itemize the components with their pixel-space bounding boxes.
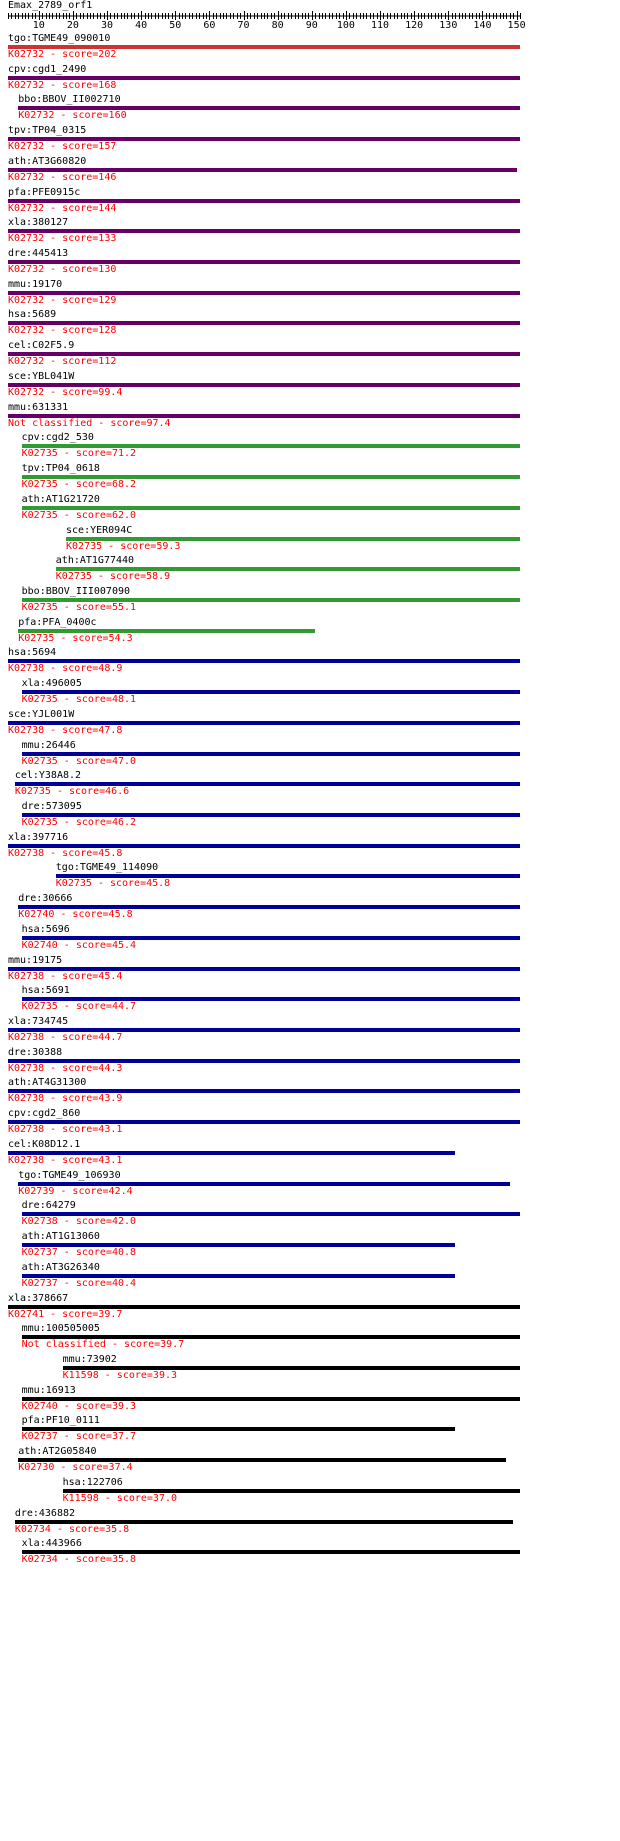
hit-score-label[interactable]: K02734 - score=35.8 xyxy=(21,1554,137,1566)
hit-name[interactable]: ath:AT2G05840 xyxy=(18,1446,97,1458)
hit-name[interactable]: ath:AT1G77440 xyxy=(55,555,135,567)
hit-score-label[interactable]: K02735 - score=44.7 xyxy=(21,1001,137,1013)
hit-score-label[interactable]: K02737 - score=37.7 xyxy=(21,1431,137,1443)
hit-score-label[interactable]: K02738 - score=44.7 xyxy=(8,1032,123,1044)
ruler-tick-label: 110 xyxy=(371,20,390,30)
hit-score-label[interactable]: K02732 - score=146 xyxy=(8,171,117,183)
hit-name[interactable]: dre:436882 xyxy=(14,1507,76,1519)
hit-score-label[interactable]: K02735 - score=62.0 xyxy=(21,509,137,521)
hit-score-label[interactable]: K02738 - score=47.8 xyxy=(8,724,123,736)
hit-score-label[interactable]: K02730 - score=37.4 xyxy=(18,1462,133,1474)
hit-score-label[interactable]: K02735 - score=45.8 xyxy=(55,878,171,890)
hit-name[interactable]: xla:378667 xyxy=(8,1292,69,1304)
hit-name[interactable]: xla:397716 xyxy=(8,831,69,843)
hit-name[interactable]: hsa:122706 xyxy=(62,1476,123,1488)
hit-score-label[interactable]: K02732 - score=144 xyxy=(8,202,117,214)
hit-name[interactable]: mmu:19170 xyxy=(8,278,63,290)
hit-name[interactable]: cel:C02F5.9 xyxy=(8,340,75,352)
hit-score-label[interactable]: K02740 - score=45.8 xyxy=(18,909,133,921)
hit-name[interactable]: cpv:cgd2_860 xyxy=(8,1108,81,1120)
hit-score-label[interactable]: K02732 - score=129 xyxy=(8,294,117,306)
hit-name[interactable]: bbo:BBOV_III007090 xyxy=(21,585,131,597)
ruler-tick-label: 20 xyxy=(66,20,79,30)
hit-score-label[interactable]: K02739 - score=42.4 xyxy=(18,1185,133,1197)
hit-name[interactable]: mmu:100505005 xyxy=(21,1323,100,1335)
ruler-tick-label: 100 xyxy=(336,20,355,30)
hit-name[interactable]: ath:AT3G60820 xyxy=(8,155,87,167)
hit-name[interactable]: bbo:BBOV_II002710 xyxy=(18,94,121,106)
hit-name[interactable]: pfa:PF10_0111 xyxy=(21,1415,100,1427)
hit-score-label[interactable]: Not classified - score=97.4 xyxy=(8,417,171,429)
ruler-tick-label: 40 xyxy=(135,20,148,30)
hit-name[interactable]: sce:YBL041W xyxy=(8,370,75,382)
hit-score-label[interactable]: K02737 - score=40.8 xyxy=(21,1247,137,1259)
hit-score-label[interactable]: K02738 - score=43.1 xyxy=(8,1124,123,1136)
hit-name[interactable]: ath:AT4G31300 xyxy=(8,1077,87,1089)
hit-score-label[interactable]: K02735 - score=71.2 xyxy=(21,448,137,460)
hit-score-label[interactable]: K02735 - score=46.2 xyxy=(21,817,137,828)
hit-score-label[interactable]: K02732 - score=157 xyxy=(8,141,117,153)
ruler-tick-label: 80 xyxy=(271,20,284,30)
hit-score-label[interactable]: K02732 - score=133 xyxy=(8,233,117,245)
hit-name[interactable]: ath:AT1G13060 xyxy=(21,1231,100,1243)
hit-score-label[interactable]: K02732 - score=160 xyxy=(18,110,127,122)
hit-name[interactable]: cel:Y38A8.2 xyxy=(14,770,82,782)
hit-name[interactable]: mmu:73902 xyxy=(62,1353,117,1365)
hit-name[interactable]: cel:K08D12.1 xyxy=(8,1138,81,1150)
ruler-tick-label: 140 xyxy=(473,20,492,30)
hit-name[interactable]: tpv:TP04_0618 xyxy=(21,463,100,475)
ruler-tick-label: 50 xyxy=(169,20,182,30)
hit-name[interactable]: xla:380127 xyxy=(8,217,69,229)
hit-score-label[interactable]: K02735 - score=48.1 xyxy=(21,694,137,706)
hit-score-label[interactable]: K02735 - score=58.9 xyxy=(55,571,171,583)
hit-score-label[interactable]: K02732 - score=128 xyxy=(8,325,117,337)
hit-name[interactable]: xla:443966 xyxy=(21,1538,82,1550)
hit-name[interactable]: ath:AT1G21720 xyxy=(21,493,100,505)
hit-score-label[interactable]: K02738 - score=43.1 xyxy=(8,1154,123,1166)
hit-name[interactable]: tgo:TGME49_114090 xyxy=(55,862,159,874)
hit-score-label[interactable]: K02738 - score=43.9 xyxy=(8,1093,123,1105)
position-ruler xyxy=(0,0,620,30)
ruler-tick-label: 70 xyxy=(237,20,250,30)
hit-score-label[interactable]: K02738 - score=45.4 xyxy=(8,970,123,982)
hit-score-label[interactable]: K02735 - score=54.3 xyxy=(18,632,133,644)
hit-name[interactable]: dre:64279 xyxy=(21,1200,76,1212)
hit-score-label[interactable]: K02734 - score=35.8 xyxy=(14,1523,130,1535)
hit-score-label[interactable]: K02738 - score=48.9 xyxy=(8,663,123,675)
hit-score-label[interactable]: K02738 - score=42.0 xyxy=(21,1216,137,1228)
hit-score-label[interactable]: K02738 - score=45.8 xyxy=(8,847,123,859)
hit-name[interactable]: xla:734745 xyxy=(8,1016,69,1028)
hit-score-label[interactable]: K02737 - score=40.4 xyxy=(21,1277,137,1289)
hit-score-label[interactable]: K02735 - score=46.6 xyxy=(14,786,130,798)
hit-name[interactable]: dre:445413 xyxy=(8,248,69,260)
hit-name[interactable]: hsa:5689 xyxy=(8,309,57,321)
hit-name[interactable]: mmu:19175 xyxy=(8,954,63,966)
hit-score-label[interactable]: K02740 - score=39.3 xyxy=(21,1400,137,1412)
hit-name[interactable]: tgo:TGME49_090010 xyxy=(8,33,111,44)
hit-score-label[interactable]: K11598 - score=37.0 xyxy=(62,1492,177,1504)
hit-name[interactable]: hsa:5694 xyxy=(8,647,57,659)
hit-name[interactable]: dre:30666 xyxy=(18,893,73,905)
hit-score-label[interactable]: K11598 - score=39.3 xyxy=(62,1369,177,1381)
hit-score-label[interactable]: K02735 - score=55.1 xyxy=(21,601,137,613)
ruler-tick-label: 150 xyxy=(507,20,526,30)
hit-score-label[interactable]: Not classified - score=39.7 xyxy=(21,1339,185,1351)
hit-score-label[interactable]: K02732 - score=130 xyxy=(8,264,117,276)
hit-score-label[interactable]: K02732 - score=99.4 xyxy=(8,386,123,398)
ruler-tick-label: 30 xyxy=(100,20,114,30)
hit-name[interactable]: xla:496005 xyxy=(21,678,82,690)
ruler-tick-label: 60 xyxy=(203,20,216,30)
hit-name[interactable]: pfa:PFA_0400c xyxy=(18,616,97,628)
ruler-tick-label: 130 xyxy=(439,20,458,30)
hit-name[interactable]: mmu:16913 xyxy=(21,1384,76,1396)
hit-name[interactable]: sce:YJL001W xyxy=(8,708,75,720)
hit-name[interactable]: hsa:5696 xyxy=(21,923,70,935)
hit-name[interactable]: pfa:PFE0915c xyxy=(8,186,81,198)
query-title: Emax_2789_orf1 xyxy=(8,0,93,11)
hit-score-label[interactable]: K02735 - score=68.2 xyxy=(21,479,137,491)
hit-score-label[interactable]: K02735 - score=59.3 xyxy=(66,540,181,552)
hit-name[interactable]: hsa:5691 xyxy=(21,985,70,997)
hit-name[interactable]: cpv:cgd1_2490 xyxy=(8,63,87,75)
hit-name[interactable]: mmu:26446 xyxy=(21,739,76,751)
hit-score-label[interactable]: K02738 - score=44.3 xyxy=(8,1062,123,1074)
hit-name[interactable]: cpv:cgd2_530 xyxy=(21,432,94,444)
hit-name[interactable]: mmu:631331 xyxy=(8,401,69,413)
hit-name[interactable]: tpv:TP04_0315 xyxy=(8,125,87,137)
hit-score-label[interactable]: K02740 - score=45.4 xyxy=(21,939,137,951)
ruler-tick-label: 120 xyxy=(405,20,424,30)
hit-name[interactable]: ath:AT3G26340 xyxy=(21,1261,100,1273)
hit-score-label[interactable]: K02732 - score=112 xyxy=(8,356,117,368)
hit-name[interactable]: tgo:TGME49_106930 xyxy=(18,1169,121,1181)
hit-score-label[interactable]: K02741 - score=39.7 xyxy=(8,1308,123,1320)
hit-name[interactable]: sce:YER094C xyxy=(66,524,133,536)
ruler-tick-label: 90 xyxy=(305,20,318,30)
ruler-tick-label: 10 xyxy=(32,20,45,30)
hit-score-label[interactable]: K02732 - score=168 xyxy=(8,79,117,91)
hit-name[interactable]: dre:30388 xyxy=(8,1046,63,1058)
hit-score-label[interactable]: K02735 - score=47.0 xyxy=(21,755,137,767)
hit-name[interactable]: dre:573095 xyxy=(21,801,82,812)
hit-score-label[interactable]: K02732 - score=202 xyxy=(8,49,117,60)
